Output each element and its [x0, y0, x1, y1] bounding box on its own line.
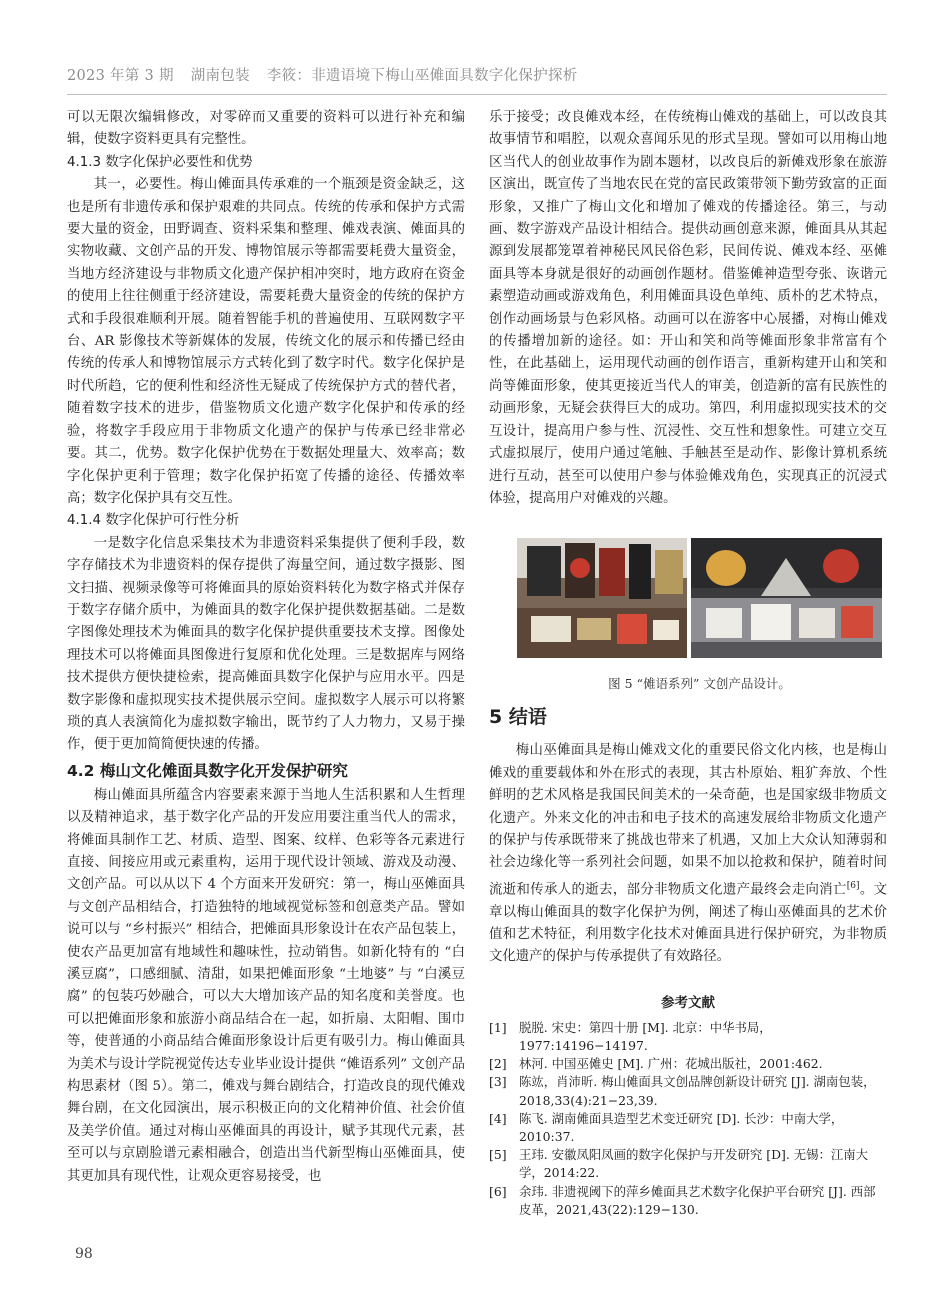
reference-item: [489, 1183, 887, 1219]
left-column: [67, 107, 465, 1188]
running-header: [67, 64, 887, 85]
section-heading-4-2: 4.2 梅山文化傩面具数字化开发保护研究: [67, 761, 348, 780]
reference-text: 陈竑，肖沛昕. 梅山傩面具文创品牌创新设计研究 [J]. 湖南包装，2018,33(4):21−23,39.: [519, 1074, 876, 1108]
subsection-heading-4-1-3: 4.1.3 数字化保护必要性和优势: [67, 154, 253, 170]
conclusion-text-part-2: 。文章以梅山傩面具的数字化保护为例，阐述了梅山巫傩面具的艺术价值和艺术特征，利用数字化技术对傩面具进行保护研究，为非物质文化遗产的保护与传承提供了有效路径。: [489, 882, 888, 965]
reference-text: 余玮. 非遗视阈下的萍乡傩面具艺术数字化保护平台研究 [J]. 西部皮革，2021,43(22):129−130.: [519, 1183, 876, 1217]
figure-caption: 图 5 “傩语系列” 文创产品设计。: [608, 676, 791, 692]
reference-item: [489, 1146, 887, 1182]
reference-text: 王玮. 安徽凤阳凤画的数字化保护与开发研究 [D]. 无锡：江南大学，2014:22.: [519, 1147, 869, 1181]
section-heading-5-conclusion: 5 结语: [489, 706, 547, 729]
body-paragraph: 梅山傩面具所蕴含内容要素来源于当地人生活积累和人生哲理以及精神追求，基于数字化产品的开发应用要注重当代人的需求，将傩面具制作工艺、材质、造型、图案、纹样、色彩等各元素进行直接、间接应用或元素重构，运用于现代设计领域、游戏及动漫、文创产品。可以从以下 4 个方面来开发研究：第一，梅山巫傩面具与文创产品相结合，打造独特的地域视觉标签和创意类产品。譬如说可以与 “乡村振兴” 相结合，把傩面具形象设计在农产品包装上，使农产品更加富有地域性和趣味性，拉动销售。如新化特有的 “白溪豆腐”，口感细腻、清甜，如果把傩面形象 “土地婆” 与 “白溪豆腐” 的包装巧妙融合，可以大大增加该产品的知名度和美誉度。也可以把傩面形象和旅游小商品结合在一起，如折扇、太阳帽、围巾等，使普通的小商品结合傩面形象设计后更有吸引力。梅山傩面具为美术与设计学院视觉传达专业毕业设计提供 “傩语系列” 文创产品构思素材（图 5）。第二，傩戏与舞台剧结合，打造改良的现代傩戏舞台剧，在文化园演出，展示积极正向的文化精神价值、社会价值及美学价值。通过对梅山巫傩面具的再设计，赋予其现代元素，甚至可以与京剧脸谱元素相融合，创造出当代新型梅山巫傩面具，使其更加具有现代性，让观众更容易接受，也: [67, 787, 465, 1184]
body-paragraph: 乐于接受；改良傩戏本经，在传统梅山傩戏的基础上，可以改良其故事情节和唱腔，以观众喜闻乐见的形式呈现。譬如可以用梅山地区当代人的创业故事作为剧本题材，以改良后的新傩戏形象在旅游区演出，既宣传了当地农民在党的富民政策带领下勤劳致富的正面形象，又推广了梅山文化和增加了傩戏的传播途径。第三，与动画、数字游戏产品设计相结合。提供动画创意来源，傩面具从其起源到发展都笼罩着神秘民风民俗色彩，民间传说、傩戏本经、巫傩面具等本身就是很好的动画创作题材。借鉴傩神造型夸张、诙谐元素塑造动画或游戏角色，利用傩面具设色单纯、质朴的艺术特点，创作动画场景与色彩风格。动画可以在游客中心展播，对梅山傩戏的传播增加新的途径。如：开山和笑和尚等傩面形象非常富有个性，在此基础上，运用现代动画的创作语言，重新构建开山和笑和尚等傩面形象，使其更接近当代人的审美，创造新的富有民族性的动画形象，无疑会获得巨大的成功。第四，利用虚拟现实技术的交互设计，提高用户参与性、沉浸性、交互性和想象性。可建立交互式虚拟展厅，使用户通过笔触、手触甚至是动作、影像计算机系统进行互动，甚至可以使用户参与体验傩戏角色，实现真正的沉浸式体验，提高用户对傩戏的兴趣。: [489, 110, 887, 506]
subsection-heading-4-1-4: 4.1.4 数字化保护可行性分析: [67, 513, 240, 529]
body-paragraph: [489, 740, 887, 969]
header-divider: [67, 94, 887, 95]
references-title: 参考文献: [661, 994, 715, 1011]
citation-marker: [6]: [846, 880, 860, 891]
header-article-title: 李筱：非遗语境下梅山巫傩面具数字化保护探析: [266, 68, 578, 84]
reference-number: [5]: [489, 1147, 507, 1163]
reference-number: [3]: [489, 1074, 507, 1090]
reference-text: 陈飞. 湖南傩面具造型艺术变迁研究 [D]. 长沙：中南大学，2010:37.: [519, 1110, 844, 1145]
reference-number: [2]: [489, 1056, 507, 1072]
reference-text: 脱脱. 宋史：第四十册 [M]. 北京：中华书局，1977:14196−14197.: [519, 1019, 772, 1054]
references-list: [489, 1019, 887, 1219]
reference-number: [1]: [489, 1019, 507, 1035]
reference-item: [489, 1055, 887, 1073]
reference-number: [4]: [489, 1110, 507, 1126]
reference-item: [489, 1110, 887, 1146]
right-column: [489, 107, 887, 1219]
body-paragraph: 其一，必要性。梅山傩面具传承难的一个瓶颈是资金缺乏，这也是所有非遗传承和保护艰难的共同点。传统的传承和保护方式需要大量的资金，田野调查、资料采集和整理、傩戏表演、傩面具的实物收藏、文创产品的开发、博物馆展示等都需要耗费大量资金，当地方经济建设与非物质文化遗产保护相冲突时，地方政府在资金的使用上往往侧重于经济建设，需要耗费大量资金的传统的保护方式和手段很难顺利开展。随着智能手机的普遍使用、互联网数字平台、AR 影像技术等新媒体的发展，传统文化的展示和传播已经由传统的传承人和博物馆展示方式转化到了数字时代。数字化保护是时代所趋，它的便利性和经济性无疑成了传统保护方式的替代者，随着数字技术的进步，借鉴物质文化遗产数字化保护和传承的经验，将数字手段应用于非物质文化遗产的保护与传承已经非常必要。其二，优势。数字化保护优势在于数据处理量大、效率高；数字化保护更利于管理；数字化保护拓宽了传播的途径、传播效率高；数字化保护具有交互性。: [67, 177, 465, 506]
reference-item: [489, 1019, 887, 1055]
conclusion-text-part-1: 梅山巫傩面具是梅山傩戏文化的重要民俗文化内核，也是梅山傩戏的重要载体和外在形式的表现，其古朴原始、粗犷奔放、个性鲜明的艺术风格是我国民间美术的一朵奇葩，也是国家级非物质文化遗产。外来文化的冲击和电子技术的高速发展给非物质文化遗产的保护与传承既带来了挑战也带来了机遇，又加上大众认知薄弱和社会边缘化等一系列社会问题，如果不加以抢救和保护，随着时间流逝和传承人的逝去，部分非物质文化遗产最终会走向消亡: [489, 743, 887, 898]
figure-5: [517, 538, 882, 692]
header-issue: 2023 年第 3 期: [67, 68, 174, 84]
body-paragraph: 一是数字化信息采集技术为非遗资料采集提供了便利手段，数字存储技术为非遗资料的保存提供了海量空间，通过数字摄影、图文扫描、视频录像等可将傩面具的原始资料转化为数字格式并保存于数字存储介质中，为傩面具的数字化保护提供数据基础。二是数字图像处理技术为傩面具的数字化保护提供重要技术支撑。图像处理技术可以将傩面具图像进行复原和优化处理。三是数据库与网络技术提供方便快捷检索，提高傩面具数字化保护与应用水平。四是数字影像和虚拟现实技术提供展示空间。虚拟数字人展示可以将繁琐的真人表演简化为虚拟数字输出，既节约了人力物力，又易于操作，便于更加简简便快速的传播。: [67, 535, 465, 753]
body-paragraph: 可以无限次编辑修改，对零碎而又重要的资料可以进行补充和编辑，使数字资料更具有完整性。: [67, 110, 465, 148]
product-display-photo-left: [517, 538, 687, 658]
header-journal: 湖南包装: [190, 68, 250, 84]
reference-text: 林河. 中国巫傩史 [M]. 广州：花城出版社，2001:462.: [519, 1056, 823, 1072]
reference-item: [489, 1073, 887, 1109]
reference-number: [6]: [489, 1183, 507, 1199]
page-number: 98: [75, 1246, 93, 1262]
product-display-photo-right: [691, 538, 882, 658]
